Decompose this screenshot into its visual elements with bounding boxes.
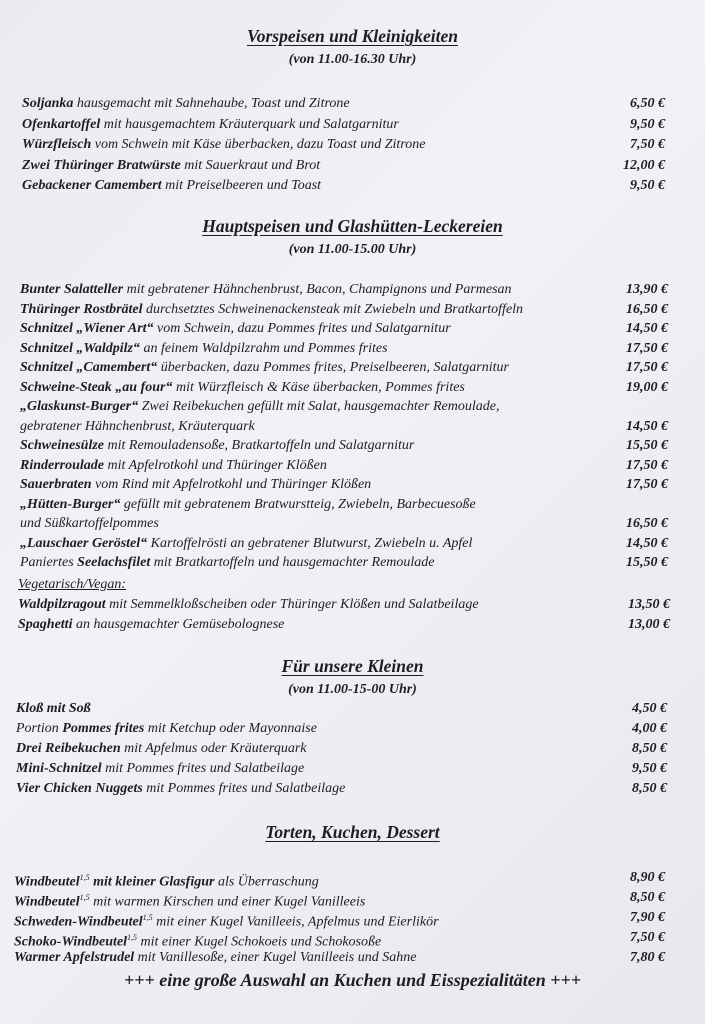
menu-item bbox=[20, 514, 159, 533]
menu-item-description: mit Ketchup oder Mayonnaise bbox=[144, 721, 317, 736]
menu-item-name: Würzfleisch bbox=[22, 137, 92, 152]
menu-item-description: an hausgemachter Gemüsebolognese bbox=[72, 617, 285, 632]
menu-item bbox=[22, 94, 350, 113]
menu-item-price: 7,80 € bbox=[630, 950, 665, 965]
menu-item-price: 7,50 € bbox=[630, 930, 665, 945]
menu-item-price: 7,50 € bbox=[630, 137, 665, 152]
menu-item-description: Kartoffelrösti an gebratener Blutwurst, Zwiebeln u. Apfel bbox=[147, 535, 473, 551]
section-hours-hauptspeisen: (von 11.00-15.00 Uhr) bbox=[288, 242, 417, 257]
menu-item bbox=[20, 300, 523, 319]
menu-item bbox=[20, 495, 476, 514]
menu-item-price: 17,50 € bbox=[626, 457, 668, 473]
menu-item-description: überbacken, dazu Pommes frites, Preiselbeeren, Salatgarnitur bbox=[157, 360, 509, 375]
allergen-note: 1,5 bbox=[142, 913, 153, 922]
section-title-kleinen: Für unsere Kleinen bbox=[281, 656, 424, 676]
menu-item bbox=[20, 280, 512, 299]
menu-item-price: 19,00 € bbox=[626, 379, 668, 395]
menu-item-name: Bunter Salatteller bbox=[20, 282, 124, 297]
menu-item-name: Windbeutel bbox=[14, 894, 80, 910]
menu-item-name: Schnitzel „Waldpilz“ bbox=[20, 340, 140, 356]
menu-item bbox=[16, 699, 91, 718]
menu-item bbox=[16, 719, 317, 738]
menu-item-price: 13,00 € bbox=[628, 617, 670, 632]
menu-item-price: 13,50 € bbox=[628, 597, 670, 612]
menu-item-price: 4,00 € bbox=[632, 721, 667, 736]
menu-item bbox=[22, 156, 320, 175]
menu-item-description: mit hausgemachtem Kräuterquark und Salatgarnitur bbox=[100, 116, 399, 132]
menu-item-description: mit einer Kugel Schokoeis und Schokosoße bbox=[137, 934, 382, 950]
menu-item-name: Sauerbraten bbox=[20, 477, 92, 492]
menu-item bbox=[20, 378, 465, 397]
menu-item-price: 8,50 € bbox=[632, 741, 667, 756]
menu-item-name: Schnitzel „Camembert“ bbox=[20, 360, 158, 375]
menu-item bbox=[14, 948, 416, 967]
allergen-note: 1,5 bbox=[79, 893, 90, 902]
menu-item-name: Kloß mit Soß bbox=[16, 701, 91, 716]
menu-item-name: Vier Chicken Nuggets bbox=[16, 781, 143, 796]
menu-item-description: mit Pommes frites und Salatbeilage bbox=[101, 761, 305, 776]
menu-item-description: mit Vanillesoße, einer Kugel Vanilleeis und Sahne bbox=[134, 950, 417, 965]
menu-item-price: 8,90 € bbox=[630, 870, 665, 885]
menu-item-description: mit Würzfleisch & Käse überbacken, Pommes frites bbox=[172, 379, 465, 395]
menu-item bbox=[14, 928, 382, 950]
menu-item-name: „Hütten-Burger“ bbox=[20, 496, 121, 512]
menu-item-description: mit Apfelmus oder Kräuterquark bbox=[120, 741, 307, 756]
menu-item-price: 7,90 € bbox=[630, 910, 665, 925]
menu-item-name: Ofenkartoffel bbox=[22, 116, 101, 132]
menu-item bbox=[20, 534, 472, 553]
menu-item-description: mit Apfelrotkohl und Thüringer Klößen bbox=[104, 457, 327, 473]
menu-item-price: 4,50 € bbox=[632, 701, 667, 716]
menu-item-name: Seelachsfilet bbox=[77, 555, 151, 570]
menu-item-highlight: mit kleiner Glasfigur bbox=[89, 874, 215, 890]
menu-item-name: Schweden-Windbeutel bbox=[14, 914, 143, 930]
menu-item bbox=[22, 115, 399, 134]
menu-item-description: mit einer Kugel Vanilleeis, Apfelmus und Eierlikör bbox=[152, 914, 439, 930]
section-title-vorspeisen: Vorspeisen und Kleinigkeiten bbox=[246, 26, 458, 46]
menu-item-price: 6,50 € bbox=[630, 96, 665, 111]
menu-item-price: 8,50 € bbox=[632, 781, 667, 796]
menu-item-price: 9,50 € bbox=[632, 761, 667, 776]
menu-item-description: mit Preiselbeeren und Toast bbox=[161, 178, 322, 193]
menu-item bbox=[18, 615, 284, 634]
menu-item bbox=[14, 888, 366, 910]
menu-item-description: durchsetztes Schweinenackensteak mit Zwiebeln und Bratkartoffeln bbox=[142, 301, 524, 317]
menu-item-description: mit Bratkartoffeln und hausgemachter Remoulade bbox=[150, 555, 435, 570]
allergen-note: 1,5 bbox=[79, 873, 90, 882]
menu-item bbox=[20, 319, 451, 338]
menu-item-price: 17,50 € bbox=[626, 360, 668, 375]
menu-item-name: Gebackener Camembert bbox=[22, 178, 162, 193]
menu-item bbox=[22, 135, 425, 154]
menu-item-description: vom Rind mit Apfelrotkohl und Thüringer Klößen bbox=[91, 477, 372, 492]
menu-item bbox=[20, 456, 327, 475]
menu-item bbox=[16, 759, 304, 778]
menu-item-name: Schweinesülze bbox=[20, 438, 105, 453]
menu-item-name: Zwei Thüringer Bratwürste bbox=[22, 157, 181, 173]
menu-item bbox=[14, 868, 319, 890]
menu-item-prefix: Paniertes bbox=[20, 555, 78, 570]
section-hours-vorspeisen: (von 11.00-16.30 Uhr) bbox=[288, 52, 417, 67]
menu-item-name: Windbeutel bbox=[14, 874, 80, 890]
section-title-torten: Torten, Kuchen, Dessert bbox=[265, 822, 440, 842]
menu-item-name: Drei Reibekuchen bbox=[16, 741, 121, 756]
menu-item-price: 8,50 € bbox=[630, 890, 665, 905]
menu-item-name: Rinderroulade bbox=[20, 457, 105, 473]
menu-item-description: vom Schwein, dazu Pommes frites und Salatgarnitur bbox=[153, 321, 451, 336]
menu-item-description: hausgemacht mit Sahnehaube, Toast und Zitrone bbox=[73, 96, 350, 111]
menu-item bbox=[14, 908, 439, 930]
section-hours-kleinen: (von 11.00-15-00 Uhr) bbox=[288, 682, 417, 697]
menu-item-description: mit Semmelkloßscheiben oder Thüringer Klößen und Salatbeilage bbox=[105, 597, 479, 612]
menu-item bbox=[20, 397, 499, 416]
menu-item-price: 15,50 € bbox=[626, 555, 668, 570]
menu-item-prefix: Portion bbox=[16, 721, 63, 736]
menu-item bbox=[20, 339, 388, 358]
menu-item bbox=[20, 417, 255, 436]
menu-item bbox=[22, 176, 321, 195]
menu-item-description: mit warmen Kirschen und einer Kugel Vanilleeis bbox=[89, 894, 366, 910]
menu-item-description: gefüllt mit gebratenem Bratwurstteig, Zwiebeln, Barbecuesoße bbox=[120, 496, 476, 512]
menu-item-price: 14,50 € bbox=[626, 418, 668, 434]
menu-item-name: Spaghetti bbox=[18, 617, 73, 632]
section-title-hauptspeisen: Hauptspeisen und Glashütten-Leckereien bbox=[202, 216, 503, 236]
menu-item-description: mit gebratener Hähnchenbrust, Bacon, Champignons und Parmesan bbox=[123, 282, 512, 297]
menu-item-description: und Süßkartoffelpommes bbox=[20, 516, 159, 531]
footer-note: +++ eine große Auswahl an Kuchen und Eisspezialitäten +++ bbox=[124, 970, 581, 990]
menu-item-name: Warmer Apfelstrudel bbox=[14, 950, 135, 965]
menu-item-price: 9,50 € bbox=[630, 178, 665, 193]
menu-item bbox=[16, 779, 345, 798]
menu-item bbox=[16, 739, 307, 758]
menu-item-name: Pommes frites bbox=[62, 721, 145, 736]
menu-item-description: vom Schwein mit Käse überbacken, dazu Toast und Zitrone bbox=[91, 137, 426, 152]
menu-item-price: 12,00 € bbox=[623, 157, 665, 173]
vegetarian-label: Vegetarisch/Vegan: bbox=[18, 577, 127, 592]
menu-item-description: mit Pommes frites und Salatbeilage bbox=[142, 781, 346, 796]
menu-item-name: Waldpilzragout bbox=[18, 597, 106, 612]
menu-item-price: 14,50 € bbox=[626, 321, 668, 336]
menu-item-name: „Glaskunst-Burger“ bbox=[20, 399, 139, 414]
menu-item-price: 15,50 € bbox=[626, 438, 668, 453]
menu-item-name: Mini-Schnitzel bbox=[16, 761, 102, 776]
menu-item bbox=[20, 475, 371, 494]
menu-item-price: 16,50 € bbox=[626, 301, 668, 317]
menu-item-price: 16,50 € bbox=[626, 516, 668, 531]
menu-item-description: Zwei Reibekuchen gefüllt mit Salat, hausgemachter Remoulade, bbox=[138, 399, 500, 414]
menu-item-price: 9,50 € bbox=[630, 116, 665, 132]
menu-item-description: mit Remouladensoße, Bratkartoffeln und Salatgarnitur bbox=[104, 438, 415, 453]
menu-item bbox=[20, 358, 509, 377]
menu-item-description: mit Sauerkraut und Brot bbox=[180, 157, 321, 173]
menu-item-name: Thüringer Rostbrätel bbox=[20, 301, 143, 317]
menu-item-price: 17,50 € bbox=[626, 477, 668, 492]
menu-item-description: gebratener Hähnchenbrust, Kräuterquark bbox=[20, 418, 255, 434]
menu-item bbox=[18, 595, 479, 614]
menu-item-price: 14,50 € bbox=[626, 535, 668, 551]
menu-item-price: 17,50 € bbox=[626, 340, 668, 356]
menu-item-name: Schnitzel „Wiener Art“ bbox=[20, 321, 154, 336]
menu-item-name: „Lauschaer Geröstel“ bbox=[20, 535, 148, 551]
allergen-note: 1,5 bbox=[127, 933, 138, 942]
menu-item-name: Schoko-Windbeutel bbox=[14, 934, 128, 950]
menu-item-name: Soljanka bbox=[22, 96, 74, 111]
menu-item-description: als Überraschung bbox=[214, 874, 319, 890]
menu-item-description: an feinem Waldpilzrahm und Pommes frites bbox=[139, 340, 388, 356]
menu-item bbox=[20, 553, 435, 572]
menu-item-name: Schweine-Steak „au four“ bbox=[20, 379, 173, 395]
menu-item bbox=[20, 436, 414, 455]
menu-item-price: 13,90 € bbox=[626, 282, 668, 297]
